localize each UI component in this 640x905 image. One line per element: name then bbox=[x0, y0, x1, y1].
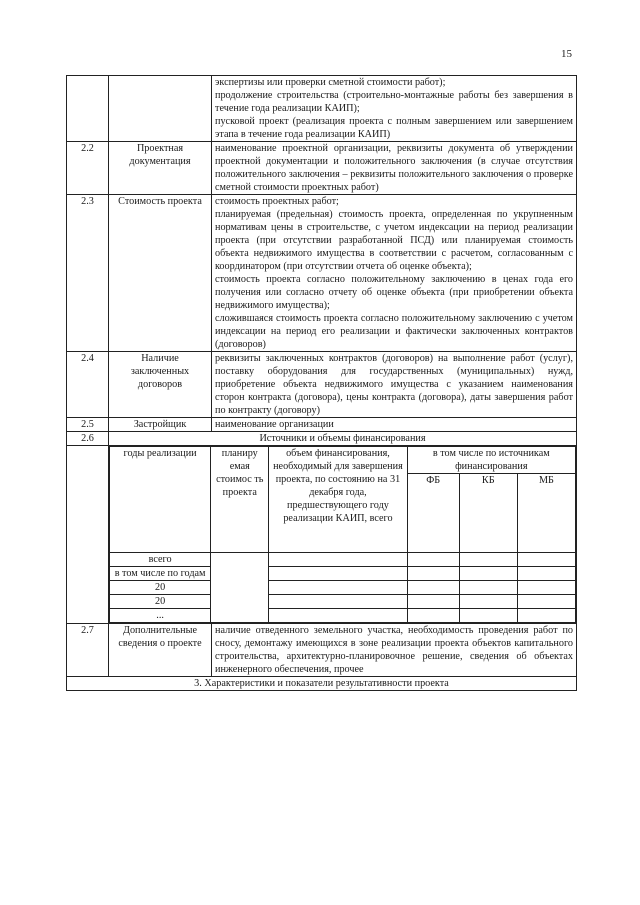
financing-row-by-years bbox=[110, 567, 576, 581]
header-financing-volume: объем финансирования, необходимый для завершения проекта, по состоянию на 31 декабря года, предшествующего году реализации КАИП, всего bbox=[269, 447, 407, 553]
row-description: наименование организации bbox=[212, 418, 577, 432]
row-number: 2.6 bbox=[67, 432, 109, 446]
header-planned-cost: планиру емая стоимос ть проекта bbox=[211, 447, 269, 553]
description-line: планируемая (предельная) стоимость проекта, определенная по укрупненным нормативам цены в строительстве, с учетом индексации на период реализации проекта (при отсутствии разработанной ПСД) или планируемая стоимость объекта недвижимого имущества в соответствии с расчетом, согласованным с координатором (при отсутствии отчета об оценке объекта); bbox=[215, 209, 573, 272]
header-kb: КБ bbox=[459, 474, 517, 553]
financing-row-total bbox=[110, 553, 576, 567]
table-row-section-3 bbox=[67, 677, 577, 691]
planned-cost-value bbox=[211, 553, 269, 623]
table-row-2-7 bbox=[67, 624, 577, 677]
financing-cell bbox=[109, 446, 577, 624]
row-number: 2.4 bbox=[67, 352, 109, 418]
project-passport-table bbox=[66, 75, 577, 691]
description-line: стоимость проекта согласно положительному заключению в ценах года его получения или согласно отчету об оценке объекта (при приобретении объекта недвижимого имущества); bbox=[215, 274, 573, 311]
row-description: наименование проектной организации, реквизиты документа об утверждении проектной документации и положительного заключения (в случае отсутствия положительного заключения – реквизиты положительного заключения о проверке сметной стоимости проектных работ) bbox=[212, 142, 577, 195]
row-name: Застройщик bbox=[109, 418, 212, 432]
row-number: 2.7 bbox=[67, 624, 109, 677]
header-years: годы реализации bbox=[110, 447, 211, 553]
row-number: 2.2 bbox=[67, 142, 109, 195]
table-row-2-3 bbox=[67, 195, 577, 352]
row-number: 2.3 bbox=[67, 195, 109, 352]
financing-row-label: в том числе по годам bbox=[110, 567, 211, 581]
financing-title: Источники и объемы финансирования bbox=[109, 432, 577, 446]
description-line: сложившаяся стоимость проекта согласно положительному заключению с учетом индексации на период его реализации и фактически заключенных контрактов (договоров) bbox=[215, 313, 573, 350]
continuation-line: продолжение строительства (строительно-монтажные работы без завершения в течение года реализации КАИП); bbox=[215, 90, 573, 114]
financing-row-year bbox=[110, 581, 576, 595]
row-name: Наличие заключенных договоров bbox=[109, 352, 212, 418]
row-name: Стоимость проекта bbox=[109, 195, 212, 352]
header-mb: МБ bbox=[517, 474, 575, 553]
header-sources: в том числе по источникам финансирования bbox=[407, 447, 575, 474]
description-line: стоимость проектных работ; bbox=[215, 196, 339, 207]
row-description bbox=[212, 195, 577, 352]
financing-row-ellipsis bbox=[110, 609, 576, 623]
financing-row-label: 20 bbox=[110, 581, 211, 595]
section-3-title: 3. Характеристики и показатели результативности проекта bbox=[67, 677, 577, 691]
financing-row-label: всего bbox=[110, 553, 211, 567]
financing-header-row bbox=[110, 447, 576, 474]
table-row-financing bbox=[67, 446, 577, 624]
financing-row-label: ... bbox=[110, 609, 211, 623]
row-name: Дополнительные сведения о проекте bbox=[109, 624, 212, 677]
table-row-2-6 bbox=[67, 432, 577, 446]
row-number: 2.5 bbox=[67, 418, 109, 432]
table-row-2-2 bbox=[67, 142, 577, 195]
financing-row-label: 20 bbox=[110, 595, 211, 609]
continuation-line: пусковой проект (реализация проекта с полным завершением или завершением этапа в течение года реализации КАИП) bbox=[215, 116, 573, 140]
table-row-2-5 bbox=[67, 418, 577, 432]
table-row-2-4 bbox=[67, 352, 577, 418]
financing-table bbox=[109, 446, 576, 623]
continuation-line: экспертизы или проверки сметной стоимости работ); bbox=[215, 77, 446, 88]
row-name: Проектная документация bbox=[109, 142, 212, 195]
table-row-continuation bbox=[67, 76, 577, 142]
row-description: реквизиты заключенных контрактов (договоров) на выполнение работ (услуг), поставку оборудования для государственных (муниципальных) нужд, приобретение объекта недвижимого имущества с указанием наименования сторон контракта (договора), цены контракта (договора), даты завершения работ по контракту (договору) bbox=[212, 352, 577, 418]
header-fb: ФБ bbox=[407, 474, 459, 553]
page-number: 15 bbox=[561, 48, 572, 60]
financing-row-year bbox=[110, 595, 576, 609]
continuation-description bbox=[212, 76, 577, 142]
row-description: наличие отведенного земельного участка, необходимость проведения работ по сносу, демонтажу имеющихся в зоне реализации проекта объектов капитального строительства, архитектурно-планировочное решение, сведения об объектах инженерного обеспечения, прочее bbox=[212, 624, 577, 677]
